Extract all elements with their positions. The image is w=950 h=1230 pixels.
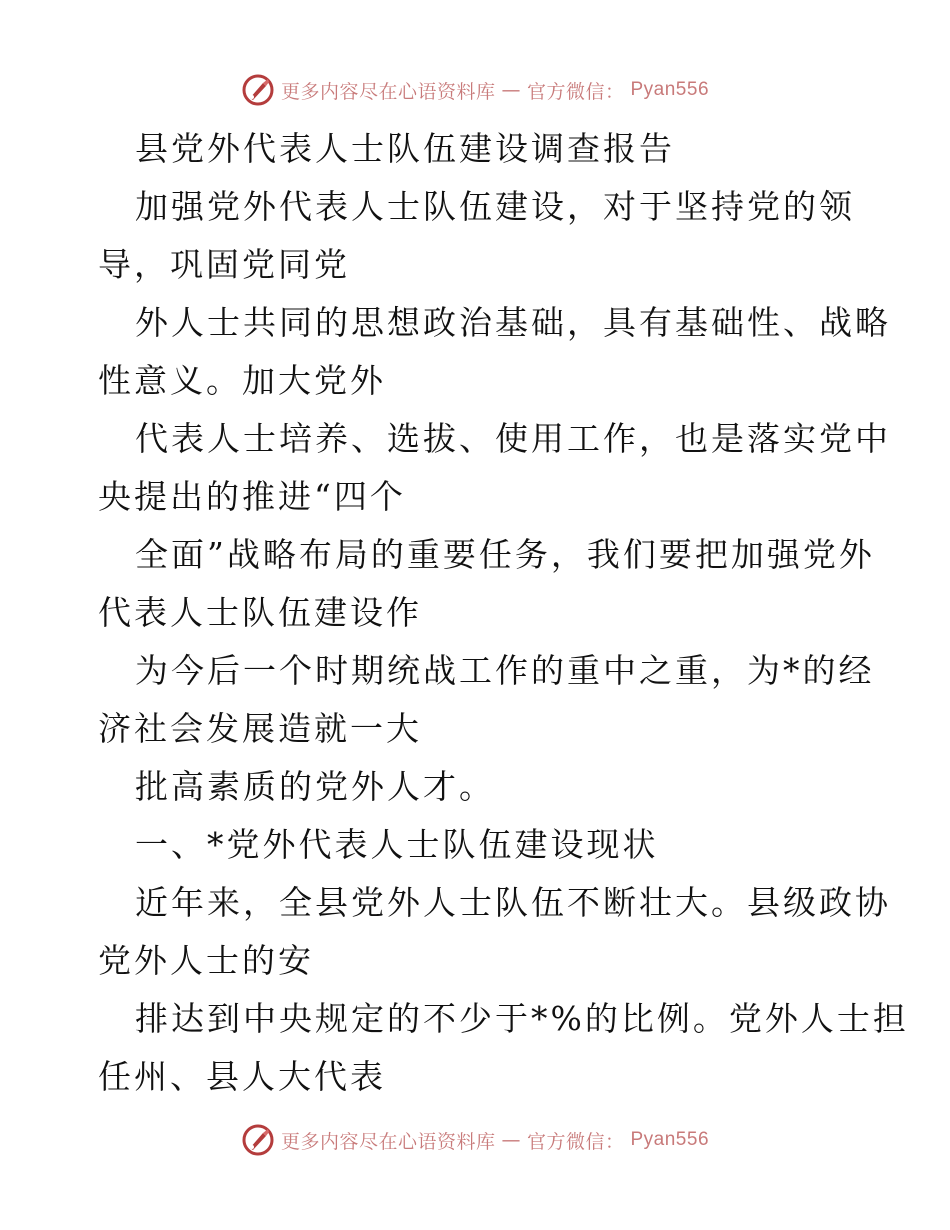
document-body xyxy=(98,120,909,1106)
banner-site-name: 更多内容尽在心语资料库 xyxy=(280,1130,496,1153)
paragraph-line: 为今后一个时期统战工作的重中之重，为*的经 xyxy=(135,651,875,690)
banner-wechat-label: 官方微信： xyxy=(526,1130,625,1153)
paragraph-line: 性意义。加大党外 xyxy=(98,361,386,400)
paragraph-line: 代表人士培养、选拔、使用工作，也是落实党中 xyxy=(135,419,891,458)
paragraph-line: 加强党外代表人士队伍建设，对于坚持党的领 xyxy=(135,187,855,226)
banner-dash: — xyxy=(501,79,521,101)
paragraph-line: 任州、县人大代表 xyxy=(98,1057,386,1096)
paragraph-line: 全面”战略布局的重要任务，我们要把加强党外 xyxy=(135,535,875,574)
paragraph-line: 导，巩固党同党 xyxy=(98,245,350,284)
banner-dash: — xyxy=(501,1129,521,1151)
paragraph-line: 济社会发展造就一大 xyxy=(98,709,422,748)
paragraph-line: 党外人士的安 xyxy=(98,941,314,980)
quill-pen-logo-icon xyxy=(241,1123,275,1157)
document-title: 县党外代表人士队伍建设调查报告 xyxy=(135,129,675,168)
quill-pen-logo-icon xyxy=(241,73,275,107)
section-heading: 一、*党外代表人士队伍建设现状 xyxy=(135,825,659,864)
paragraph-line: 央提出的推进“四个 xyxy=(98,477,406,516)
header-watermark-banner xyxy=(0,70,950,110)
paragraph-line: 近年来，全县党外人士队伍不断壮大。县级政协 xyxy=(135,883,891,922)
paragraph-line: 批高素质的党外人才。 xyxy=(135,767,495,806)
paragraph-line: 代表人士队伍建设作 xyxy=(98,593,422,632)
paragraph-line: 排达到中央规定的不少于*%的比例。党外人士担 xyxy=(135,999,909,1038)
footer-watermark-banner xyxy=(0,1120,950,1160)
banner-site-name: 更多内容尽在心语资料库 xyxy=(280,80,496,103)
paragraph-line: 外人士共同的思想政治基础，具有基础性、战略 xyxy=(135,303,891,342)
banner-wechat-id: Pyan556 xyxy=(630,1129,710,1150)
banner-wechat-label: 官方微信： xyxy=(526,80,625,103)
banner-wechat-id: Pyan556 xyxy=(630,79,710,100)
